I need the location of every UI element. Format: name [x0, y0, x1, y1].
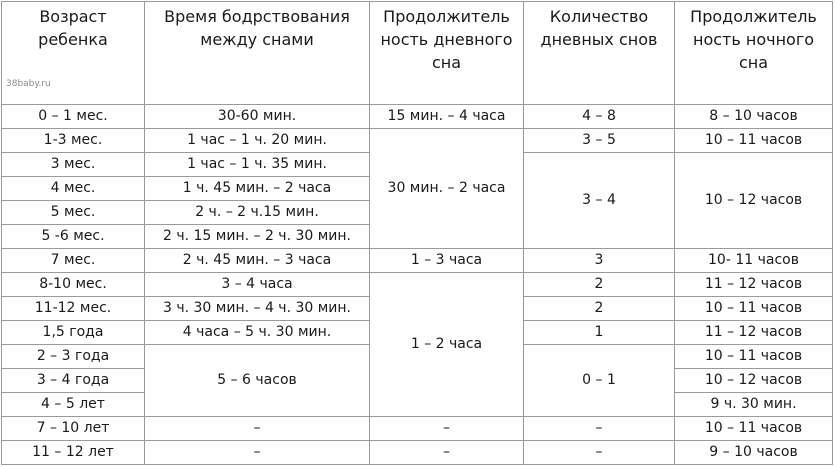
day-sleep-cell: 15 мин. – 4 часа — [370, 105, 524, 129]
header-wake-time: Время бодрствования между снами — [145, 2, 370, 105]
age-cell: 3 мес. — [2, 153, 145, 177]
nap-count-cell: 2 — [524, 297, 675, 321]
age-cell: 4 мес. — [2, 177, 145, 201]
age-cell: 1-3 мес. — [2, 129, 145, 153]
night-sleep-cell: 9 ч. 30 мин. — [675, 393, 833, 417]
wake-time-cell: 4 часа – 5 ч. 30 мин. — [145, 321, 370, 345]
nap-count-cell: 4 – 8 — [524, 105, 675, 129]
wake-time-cell: 5 – 6 часов — [145, 345, 370, 417]
header-row — [2, 2, 833, 105]
table-row — [2, 273, 833, 297]
night-sleep-cell: 9 – 10 часов — [675, 441, 833, 465]
wake-time-cell: 3 – 4 часа — [145, 273, 370, 297]
wake-time-cell: 2 ч. – 2 ч.15 мин. — [145, 201, 370, 225]
header-day-sleep-duration: Продолжитель ность дневного сна — [370, 2, 524, 105]
night-sleep-cell: 10 – 11 часов — [675, 417, 833, 441]
age-cell: 7 мес. — [2, 249, 145, 273]
age-cell: 11 – 12 лет — [2, 441, 145, 465]
wake-time-cell: 1 час – 1 ч. 20 мин. — [145, 129, 370, 153]
age-cell: 8-10 мес. — [2, 273, 145, 297]
day-sleep-cell: 30 мин. – 2 часа — [370, 129, 524, 249]
table-row — [2, 249, 833, 273]
nap-count-cell: 3 – 5 — [524, 129, 675, 153]
age-cell: 5 мес. — [2, 201, 145, 225]
wake-time-cell: 30-60 мин. — [145, 105, 370, 129]
table-row — [2, 105, 833, 129]
age-cell: 7 – 10 лет — [2, 417, 145, 441]
night-sleep-cell: 10 – 11 часов — [675, 129, 833, 153]
day-sleep-cell: 1 – 3 часа — [370, 249, 524, 273]
wake-time-cell: – — [145, 441, 370, 465]
wake-time-cell: 1 ч. 45 мин. – 2 часа — [145, 177, 370, 201]
night-sleep-cell: 10 – 12 часов — [675, 153, 833, 249]
night-sleep-cell: 11 – 12 часов — [675, 273, 833, 297]
wake-time-cell: – — [145, 417, 370, 441]
age-cell: 11-12 мес. — [2, 297, 145, 321]
nap-count-cell: 2 — [524, 273, 675, 297]
table-row — [2, 417, 833, 441]
watermark: 38baby.ru — [6, 79, 51, 89]
table-row — [2, 441, 833, 465]
header-nap-count: Количество дневных снов — [524, 2, 675, 105]
nap-count-cell: 1 — [524, 321, 675, 345]
nap-count-cell: – — [524, 417, 675, 441]
wake-time-cell: 2 ч. 45 мин. – 3 часа — [145, 249, 370, 273]
night-sleep-cell: 10- 11 часов — [675, 249, 833, 273]
night-sleep-cell: 10 – 11 часов — [675, 345, 833, 369]
night-sleep-cell: 10 – 11 часов — [675, 297, 833, 321]
age-cell: 3 – 4 года — [2, 369, 145, 393]
night-sleep-cell: 11 – 12 часов — [675, 321, 833, 345]
day-sleep-cell: – — [370, 417, 524, 441]
age-cell: 2 – 3 года — [2, 345, 145, 369]
nap-count-cell: – — [524, 441, 675, 465]
header-night-sleep-duration: Продолжитель ность ночного сна — [675, 2, 833, 105]
day-sleep-cell: 1 – 2 часа — [370, 273, 524, 417]
day-sleep-cell: – — [370, 441, 524, 465]
wake-time-cell: 3 ч. 30 мин. – 4 ч. 30 мин. — [145, 297, 370, 321]
wake-time-cell: 1 час – 1 ч. 35 мин. — [145, 153, 370, 177]
age-cell: 0 – 1 мес. — [2, 105, 145, 129]
age-cell: 4 – 5 лет — [2, 393, 145, 417]
nap-count-cell: 0 – 1 — [524, 345, 675, 417]
age-cell: 1,5 года — [2, 321, 145, 345]
nap-count-cell: 3 — [524, 249, 675, 273]
header-age: Возраст ребенка 38baby.ru — [2, 2, 145, 105]
age-cell: 5 -6 мес. — [2, 225, 145, 249]
night-sleep-cell: 8 – 10 часов — [675, 105, 833, 129]
table-row — [2, 129, 833, 153]
wake-time-cell: 2 ч. 15 мин. – 2 ч. 30 мин. — [145, 225, 370, 249]
sleep-norms-table — [1, 1, 833, 465]
night-sleep-cell: 10 – 12 часов — [675, 369, 833, 393]
nap-count-cell: 3 – 4 — [524, 153, 675, 249]
